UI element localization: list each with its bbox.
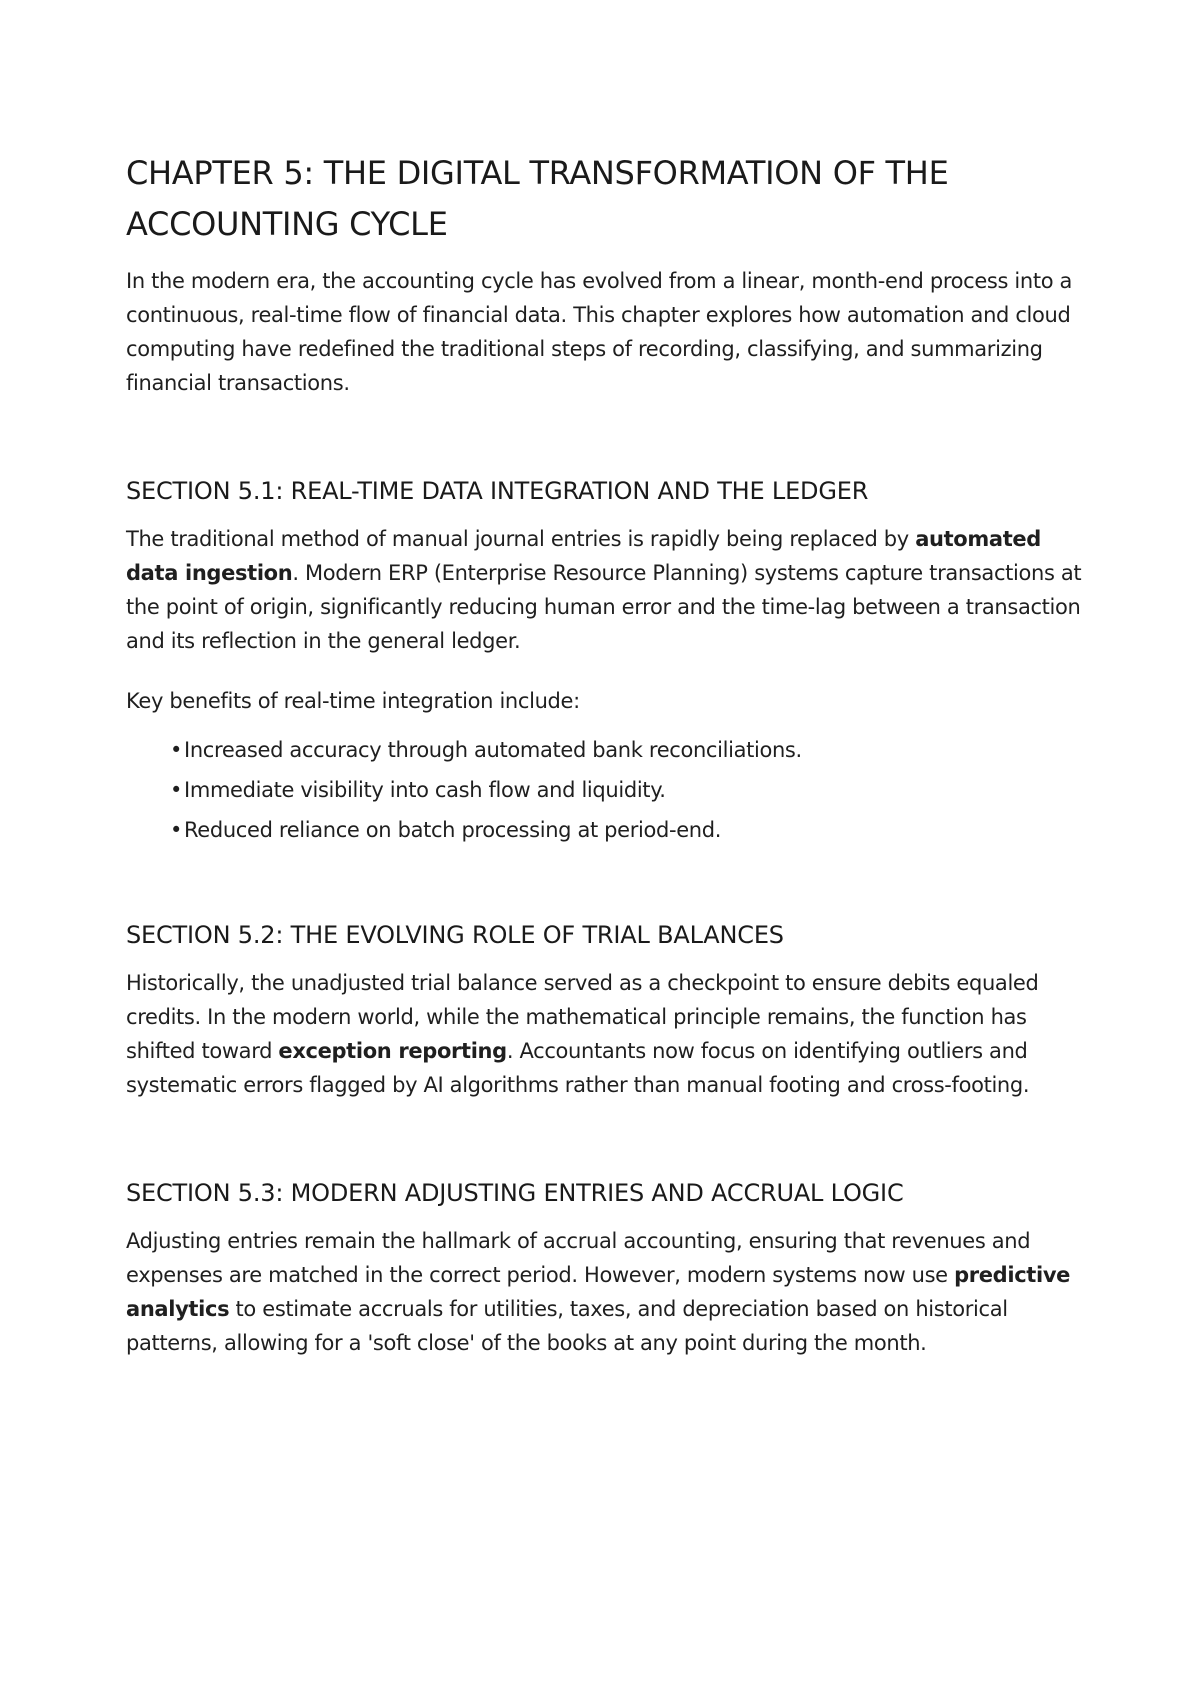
bullet-icon: • bbox=[170, 738, 183, 762]
paragraph-text: . Modern ERP (Enterprise Resource Planning) systems capture transactions at the point of origin, significantly reducing human error and the time-lag between a transaction and its reflection in the general ledger. bbox=[126, 561, 1082, 653]
bullet-icon: • bbox=[170, 818, 183, 842]
section-5-2-paragraph bbox=[126, 966, 1086, 1102]
emphasis-text: exception reporting bbox=[278, 1039, 507, 1063]
section-5-2 bbox=[126, 918, 1086, 1102]
section-spacer bbox=[126, 1102, 1086, 1176]
section-5-1-list-intro: Key benefits of real-time integration include: bbox=[126, 689, 580, 713]
paragraph-spacer bbox=[126, 658, 1086, 684]
section-5-2-title: SECTION 5.2: THE EVOLVING ROLE OF TRIAL BALANCES bbox=[126, 921, 784, 949]
paragraph-text: The traditional method of manual journal entries is rapidly being replaced by bbox=[126, 527, 916, 551]
section-5-3 bbox=[126, 1176, 1086, 1360]
benefits-list bbox=[126, 730, 1086, 850]
list-item bbox=[170, 730, 1086, 770]
bullet-icon: • bbox=[170, 778, 183, 802]
paragraph-text: Historically, the unadjusted trial balance served as a checkpoint to ensure debits equaled credits. In the modern world, while the mathematical principle remains, the function has shifted toward bbox=[126, 971, 1039, 1063]
section-spacer bbox=[126, 850, 1086, 918]
list-spacer bbox=[126, 718, 1086, 730]
list-item-text: Reduced reliance on batch processing at period-end. bbox=[184, 818, 722, 842]
section-5-1-title: SECTION 5.1: REAL-TIME DATA INTEGRATION AND THE LEDGER bbox=[126, 477, 869, 505]
paragraph-text: Adjusting entries remain the hallmark of accrual accounting, ensuring that revenues and expenses are matched in the correct period. However, modern systems now use bbox=[126, 1229, 1031, 1287]
paragraph-text: . Accountants now focus on identifying outliers and systematic errors flagged by AI algorithms rather than manual footing and cross-footing. bbox=[126, 1039, 1030, 1097]
chapter-intro-paragraph: In the modern era, the accounting cycle has evolved from a linear, month-end process into a continuous, real-time flow of financial data. This chapter explores how automation and cloud computing have redefined the traditional steps of recording, classifying, and summarizing financial transactions. bbox=[126, 269, 1073, 395]
chapter-title: CHAPTER 5: THE DIGITAL TRANSFORMATION OF THE ACCOUNTING CYCLE bbox=[126, 154, 949, 243]
section-5-1-paragraph bbox=[126, 522, 1086, 658]
emphasis-text: automated data ingestion bbox=[126, 527, 1041, 585]
list-item-text: Immediate visibility into cash flow and liquidity. bbox=[184, 778, 666, 802]
section-5-3-title: SECTION 5.3: MODERN ADJUSTING ENTRIES AND ACCRUAL LOGIC bbox=[126, 1179, 904, 1207]
paragraph-text: to estimate accruals for utilities, taxes, and depreciation based on historical patterns, allowing for a 'soft close' of the books at any point during the month. bbox=[126, 1297, 1008, 1355]
list-item-text: Increased accuracy through automated bank reconciliations. bbox=[184, 738, 802, 762]
list-item bbox=[170, 810, 1086, 850]
document-page bbox=[126, 148, 1086, 1360]
section-5-1 bbox=[126, 474, 1086, 850]
section-spacer bbox=[126, 400, 1086, 474]
section-5-3-paragraph bbox=[126, 1224, 1086, 1360]
list-item bbox=[170, 770, 1086, 810]
emphasis-text: predictive analytics bbox=[126, 1263, 1071, 1321]
